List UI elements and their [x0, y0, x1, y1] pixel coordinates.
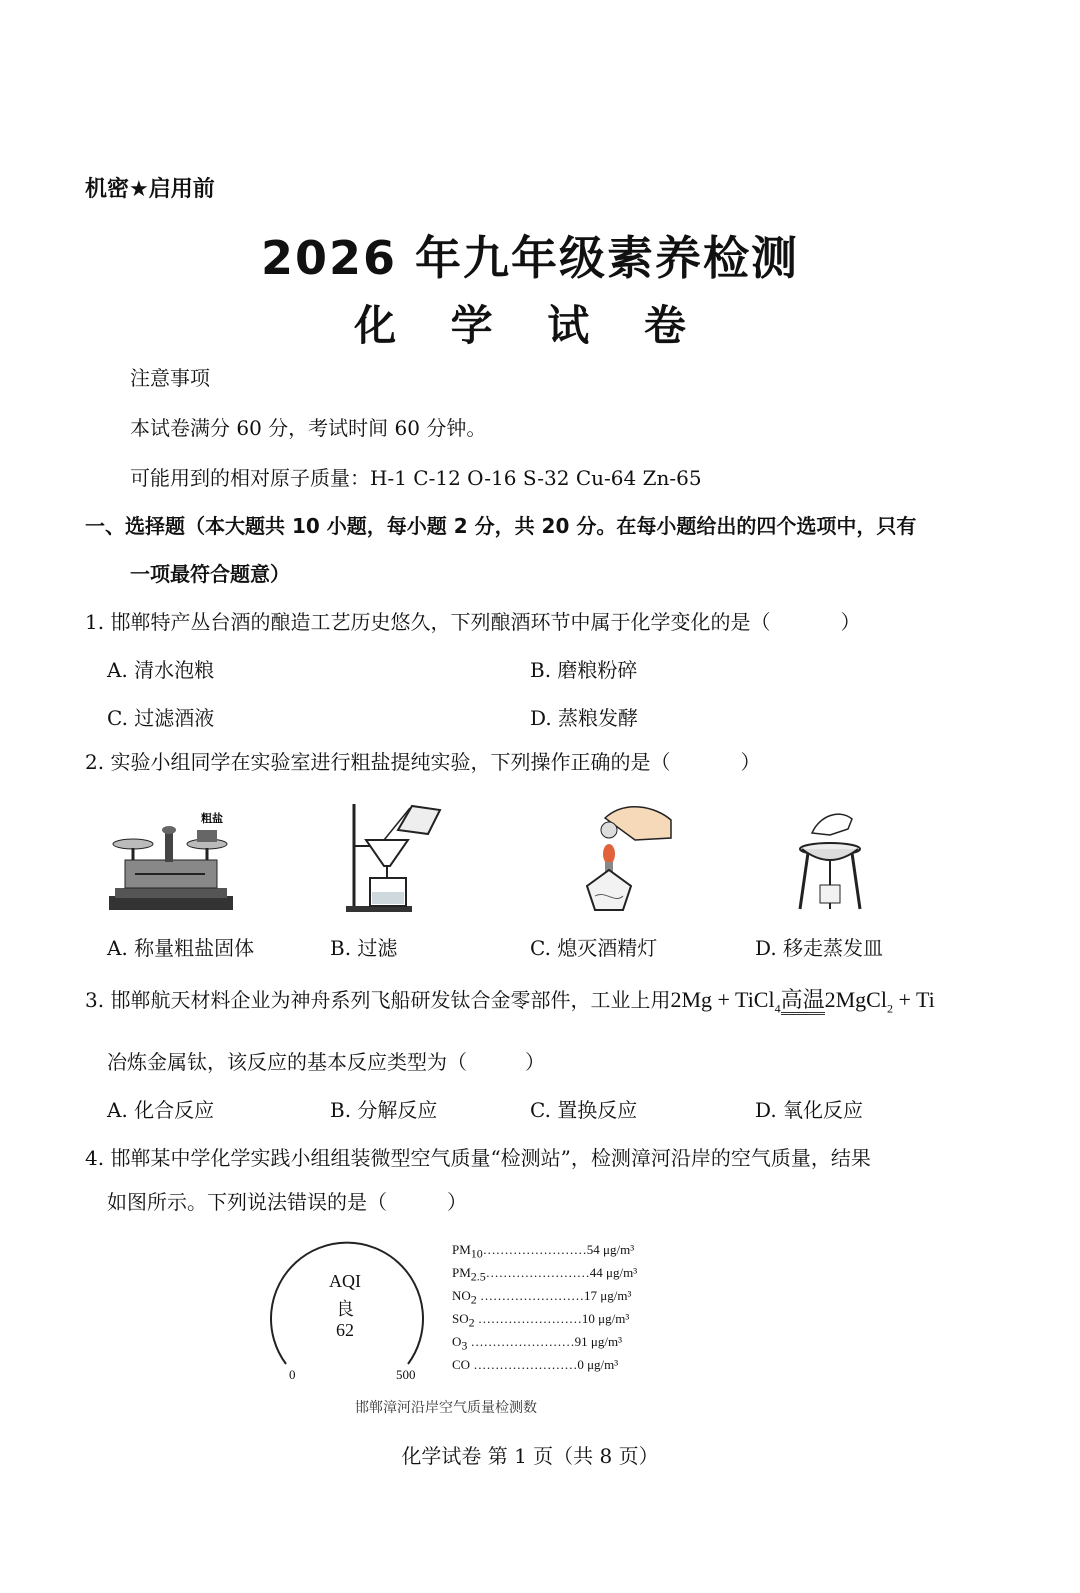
pollutant-name: CO — [452, 1357, 471, 1372]
pollutant-sub: 2.5 — [470, 1269, 486, 1284]
alcohol-lamp-illustration — [575, 800, 675, 912]
pollutant-value: 0 μg/m³ — [577, 1357, 619, 1372]
question-2-text: 2. 实验小组同学在实验室进行粗盐提纯实验，下列操作正确的是（ — [85, 750, 671, 774]
question-3-text-2: 冶炼金属钛，该反应的基本反应类型为（ — [107, 1050, 467, 1074]
pollutant-leader: …………………… — [470, 1357, 578, 1372]
question-2-stem — [85, 746, 760, 775]
pollutant-leader: …………………… — [474, 1311, 582, 1326]
question-1-option-b: B. 磨粮粉碎 — [530, 658, 638, 682]
pollutant-row — [452, 1311, 629, 1331]
pollutant-name: O — [452, 1334, 462, 1349]
gauge-max: 500 — [396, 1367, 416, 1382]
question-3-option-b: B. 分解反应 — [330, 1098, 438, 1122]
pollutant-row — [452, 1288, 631, 1308]
pollutant-row — [452, 1357, 618, 1377]
pollutant-value: 10 μg/m³ — [581, 1311, 630, 1326]
evaporating-dish-illustration — [790, 805, 870, 913]
notes-atomic-masses: 可能用到的相对原子质量：H-1 C-12 O-16 S-32 Cu-64 Zn-65 — [130, 466, 702, 490]
aqi-level: 良 — [336, 1299, 354, 1319]
aqi-label: AQI — [329, 1271, 361, 1291]
question-3-stem — [85, 984, 935, 1016]
question-1-option-c: C. 过滤酒液 — [107, 706, 215, 730]
question-3-option-c: C. 置换反应 — [530, 1098, 638, 1122]
equation-tail: + Ti — [892, 987, 935, 1012]
question-4-line2 — [107, 1186, 467, 1215]
question-2-option-a: A. 称量粗盐固体 — [107, 936, 255, 960]
pollutant-leader: …………………… — [467, 1334, 575, 1349]
notes-heading: 注意事项 — [130, 366, 210, 390]
pollutant-row — [452, 1242, 634, 1262]
equation-reactants: 2Mg + TiCl — [670, 987, 775, 1012]
pollutant-value: 54 μg/m³ — [586, 1242, 635, 1257]
question-4-stem: 4. 邯郸某中学化学实践小组组装微型空气质量“检测站”，检测漳河沿岸的空气质量，结果 — [85, 1146, 871, 1170]
pollutant-value: 44 μg/m³ — [589, 1265, 638, 1280]
question-2-option-b: B. 过滤 — [330, 936, 398, 960]
exam-subject: 化 学 试 卷 — [354, 301, 706, 350]
question-4-text-2: 如图所示。下列说法错误的是（ — [107, 1190, 387, 1214]
question-1-option-a: A. 清水泡粮 — [107, 658, 215, 682]
question-2-option-c: C. 熄灭酒精灯 — [530, 936, 658, 960]
pollutant-name: SO — [452, 1311, 469, 1326]
exam-title: 2026 年九年级素养检测 — [260, 231, 800, 285]
pollutant-value: 91 μg/m³ — [574, 1334, 622, 1349]
figure-caption: 邯郸漳河沿岸空气质量检测数 — [355, 1400, 537, 1416]
question-1-stem — [85, 606, 860, 635]
gauge-min: 0 — [289, 1367, 296, 1382]
pollutant-leader: …………………… — [482, 1242, 587, 1257]
page-footer: 化学试卷 第 1 页（共 8 页） — [401, 1444, 659, 1468]
section-heading: 一、选择题（本大题共 10 小题，每小题 2 分，共 20 分。在每小题给出的四个选项中，只有 — [85, 514, 917, 538]
reaction-equation — [670, 987, 935, 1016]
question-4-close: ） — [447, 1190, 467, 1214]
question-1-text: 1. 邯郸特产丛台酒的酿造工艺历史悠久，下列酿酒环节中属于化学变化的是（ — [85, 610, 771, 634]
question-1-option-d: D. 蒸粮发酵 — [530, 706, 639, 730]
question-3-option-d: D. 氧化反应 — [755, 1098, 864, 1122]
question-3-text: 3. 邯郸航天材料企业为神舟系列飞船研发钛合金零部件，工业上用 — [85, 988, 671, 1012]
pollutant-name: NO — [452, 1288, 471, 1303]
salt-label: 粗盐 — [201, 812, 223, 825]
pollutant-sub: 3 — [461, 1338, 468, 1353]
section-heading-cont: 一项最符合题意） — [130, 562, 290, 586]
pollutant-leader: …………………… — [485, 1265, 590, 1280]
confidential-mark: 机密★启用前 — [85, 177, 215, 202]
question-3-option-a: A. 化合反应 — [107, 1098, 215, 1122]
equation-products: 2MgCl — [824, 987, 887, 1012]
question-2-close: ） — [740, 750, 761, 774]
question-3-line2 — [107, 1046, 545, 1075]
question-1-close: ） — [840, 610, 861, 634]
equation-reactants-sub: 4 — [774, 1001, 781, 1016]
pollutant-row — [452, 1265, 637, 1285]
pollutant-sub: 2 — [468, 1315, 475, 1330]
pollutant-sub: 10 — [470, 1246, 483, 1261]
filtration-illustration — [340, 800, 444, 914]
pollutant-value: 17 μg/m³ — [584, 1288, 632, 1303]
aqi-value: 62 — [336, 1320, 354, 1340]
question-2-option-d: D. 移走蒸发皿 — [755, 936, 884, 960]
notes-score-time: 本试卷满分 60 分，考试时间 60 分钟。 — [130, 416, 487, 440]
balance-illustration — [105, 808, 237, 914]
pollutant-name: PM — [452, 1265, 471, 1280]
equation-condition: 高温 — [781, 988, 825, 1015]
pollutant-sub: 2 — [470, 1292, 477, 1307]
pollutant-leader: …………………… — [476, 1288, 585, 1303]
question-3-close: ） — [525, 1050, 545, 1074]
pollutant-row — [452, 1334, 622, 1354]
pollutant-name: PM — [452, 1242, 471, 1257]
equation-products-sub: 2 — [886, 1001, 893, 1016]
